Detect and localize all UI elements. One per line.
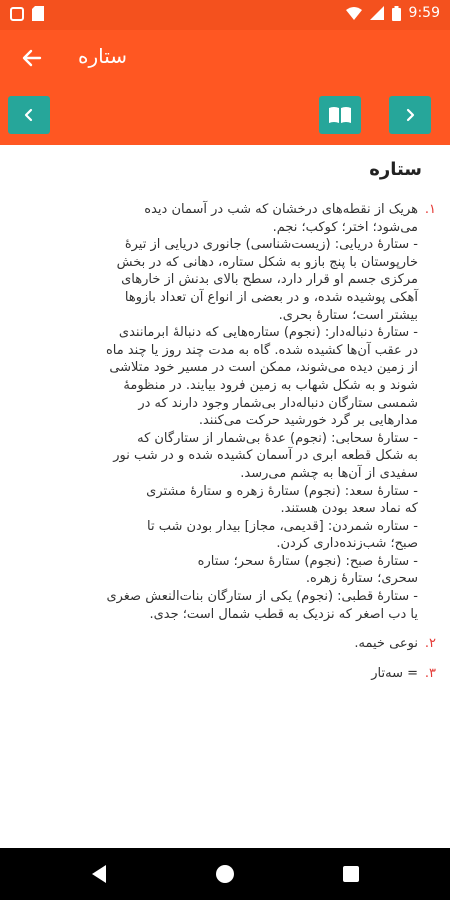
definition-line: شمسی ستارگان دنباله‌دار بی‌شمار وجود دارند که در xyxy=(138,395,418,411)
nav-home-button[interactable] xyxy=(212,861,238,887)
definition-line: یا دب اصغر که نزدیک به قطب شمال است؛ جدی. xyxy=(149,606,418,622)
sense-list xyxy=(16,201,436,694)
definition-line: آهکی پوشیده شده، و در بعضی از انواع آن تعداد بازوها xyxy=(124,289,418,305)
definition-line: در عقب آن‌ها کشیده شده. گاه به مدت چند روز یا چند ماه xyxy=(105,342,418,358)
definition-line: شوند و به شکل شهاب به زمین فرود بیایند. در منظومهٔ xyxy=(123,377,418,393)
nav-home-icon xyxy=(215,864,235,884)
sd-card-icon xyxy=(32,6,44,21)
app-bar xyxy=(0,30,450,85)
toolbar xyxy=(0,85,450,145)
arrow-back-icon xyxy=(22,48,42,68)
entry-word: ستاره xyxy=(369,159,422,180)
definition-line: - ستارهٔ سعد: (نجوم) ستارهٔ زهره و ستارهٔ مشتری xyxy=(146,483,418,499)
sense-number: ۲. xyxy=(424,636,436,652)
chevron-left-icon xyxy=(22,108,36,122)
definition-line: مدارهایی بر گرد خورشید حرکت می‌کنند. xyxy=(198,413,418,429)
definition-line: - ستارهٔ صبح: (نجوم) ستارهٔ سحر؛ ستاره xyxy=(197,553,418,569)
notification-icon xyxy=(10,7,24,21)
definition-line: به شکل قطعه ابری در آسمان کشیده شده و در شب نور xyxy=(113,448,418,464)
nav-back-icon xyxy=(90,864,108,884)
nav-recents-icon xyxy=(342,865,360,883)
wifi-icon xyxy=(346,7,362,20)
signal-icon xyxy=(370,6,384,20)
definition-line: - ستاره شمردن: [قدیمی، مجاز] بیدار بودن شب تا xyxy=(146,518,418,534)
definition-line: از زمین دیده می‌شوند، ممکن است در مسیر خود متلاشی xyxy=(109,360,418,376)
definition-line: بیشتر است؛ ستارهٔ بحری. xyxy=(278,307,418,323)
definition-line: سحری؛ ستارهٔ زهره. xyxy=(305,571,418,587)
battery-icon xyxy=(392,6,401,21)
sense-number: ۳. xyxy=(424,665,436,681)
definition-line: نوعی خیمه. xyxy=(354,636,418,652)
status-time: 9:59 xyxy=(408,5,440,21)
system-nav-bar xyxy=(0,848,450,900)
definition-line: - ستارهٔ دریایی: (زیست‌شناسی) جانوری دریایی از تیرهٔ xyxy=(124,237,418,253)
entry-content xyxy=(0,145,450,848)
definition-line: مرکزی جسم او قرار دارد، سطح بالای بدنش از خارهای xyxy=(121,272,418,288)
sense-item xyxy=(16,201,436,623)
sense-item xyxy=(16,635,436,653)
chevron-right-icon xyxy=(403,108,417,122)
status-bar xyxy=(0,0,450,30)
nav-recents-button[interactable] xyxy=(338,861,364,887)
sense-text xyxy=(16,201,418,623)
definition-line: - ستارهٔ دنباله‌دار: (نجوم) ستاره‌هایی که دنبالهٔ ابرمانندی xyxy=(118,325,418,341)
page-title: ستاره xyxy=(78,44,128,68)
nav-back-button[interactable] xyxy=(86,861,112,887)
definition-line: خارپوستان با پنج بازو به شکل ستاره، دهانی که در بخش xyxy=(116,254,418,270)
definition-line: صبح؛ شب‌زنده‌داری کردن. xyxy=(276,536,418,552)
sense-text xyxy=(16,665,418,683)
definition-line: سفیدی از آن‌ها به چشم می‌رسد. xyxy=(240,465,418,481)
previous-entry-button[interactable] xyxy=(8,96,50,134)
sense-text xyxy=(16,635,418,653)
book-open-icon xyxy=(328,106,352,124)
definition-line: = سه‌تار xyxy=(371,665,418,681)
definition-line: - ستارهٔ قطبی: (نجوم) یکی از ستارگان بنات‌النعش صغری xyxy=(106,589,418,605)
definition-line: - ستارهٔ سحابی: (نجوم) عدهٔ بی‌شمار از ستارگان که xyxy=(137,430,418,446)
next-entry-button[interactable] xyxy=(389,96,431,134)
back-button[interactable] xyxy=(14,40,50,76)
dictionary-button[interactable] xyxy=(319,96,361,134)
definition-line: که نماد سعد بودن هستند. xyxy=(280,501,418,517)
sense-item xyxy=(16,665,436,683)
sense-number: ۱. xyxy=(424,202,436,217)
definition-line: هریک از نقطه‌های درخشان که شب در آسمان دیده xyxy=(144,202,418,217)
definition-line: می‌شود؛ اختر؛ کوکب؛ نجم. xyxy=(272,219,418,235)
